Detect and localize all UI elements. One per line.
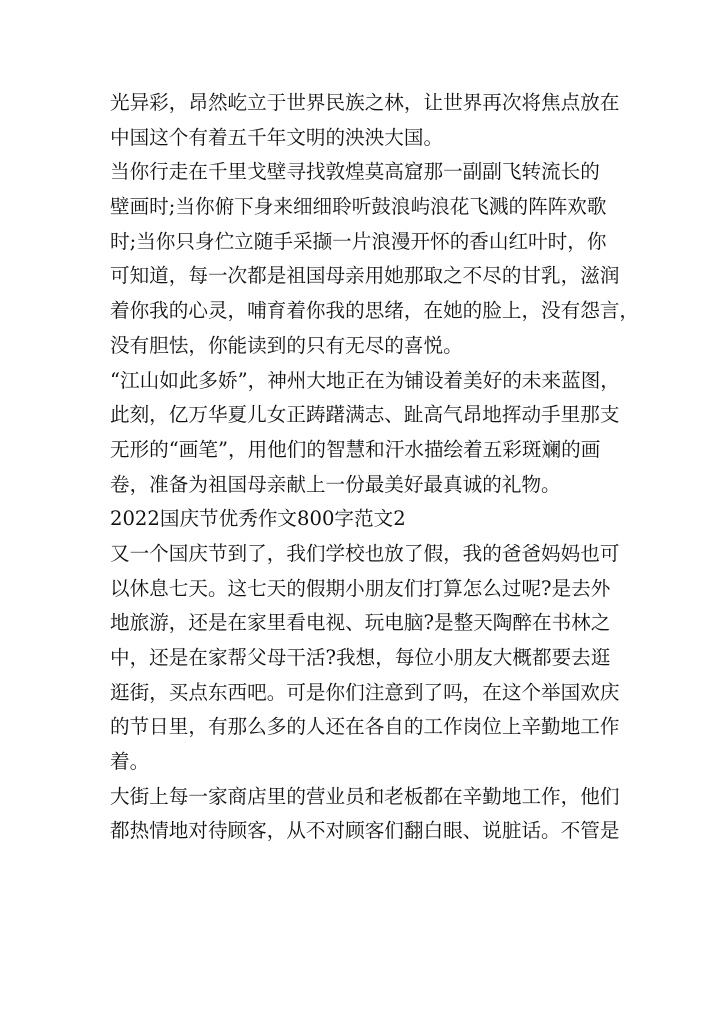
text-line: 中，还是在家帮父母干活?我想，每位小朋友大概都要去逛 <box>110 646 611 669</box>
text-line: 又一个国庆节到了，我们学校也放了假，我的爸爸妈妈也可 <box>110 541 620 565</box>
text-line: 以休息七天。这七天的假期小朋友们打算怎么过呢?是去外 <box>110 576 611 600</box>
text-line: 可知道，每一次都是祖国母亲用她那取之不尽的甘乳，滋润 <box>110 264 620 288</box>
text-line: 当你行走在千里戈壁寻找敦煌莫高窟那一副副飞转流长的 <box>110 160 600 184</box>
text-line: 没有胆怯，你能读到的只有无尽的喜悦。 <box>110 333 463 357</box>
text-line: 逛街，买点东西吧。可是你们注意到了吗，在这个举国欢庆 <box>110 680 620 704</box>
text-line: 中国这个有着五千年文明的泱泱大国。 <box>110 125 444 149</box>
text-line: 着你我的心灵，哺育着你我的思绪，在她的脸上，没有怨言， <box>110 299 640 323</box>
text-line: 地旅游，还是在家里看电视、玩电脑?是整天陶醉在书林之 <box>110 611 611 635</box>
text-line: 的节日里，有那么多的人还在各自的工作岗位上辛勤地工作 <box>110 715 620 739</box>
text-line: 此刻，亿万华夏儿女正踌躇满志、趾高气昂地挥动手里那支 <box>110 403 620 427</box>
section-heading: 2022国庆节优秀作文800字范文2 <box>110 507 406 531</box>
text-line: 大街上每一家商店里的营业员和老板都在辛勤地工作，他们 <box>110 784 620 808</box>
text-line: 卷，准备为祖国母亲献上一份最美好最真诚的礼物。 <box>110 472 561 496</box>
text-line: “江山如此多娇”，神州大地正在为铺设着美好的未来蓝图， <box>110 368 620 392</box>
text-line: 时;当你只身伫立随手采撷一片浪漫开怀的香山红叶时，你 <box>110 229 607 253</box>
text-line: 都热情地对待顾客，从不对顾客们翻白眼、说脏话。不管是 <box>110 819 620 843</box>
text-line: 光异彩，昂然屹立于世界民族之林，让世界再次将焦点放在 <box>110 91 620 114</box>
essay-body <box>110 86 640 849</box>
text-line: 无形的“画笔”，用他们的智慧和汗水描绘着五彩斑斓的画 <box>110 437 601 461</box>
text-line: 壁画时;当你俯下身来细细聆听鼓浪屿浪花飞溅的阵阵欢歌 <box>110 195 607 219</box>
text-line: 着。 <box>110 750 150 774</box>
